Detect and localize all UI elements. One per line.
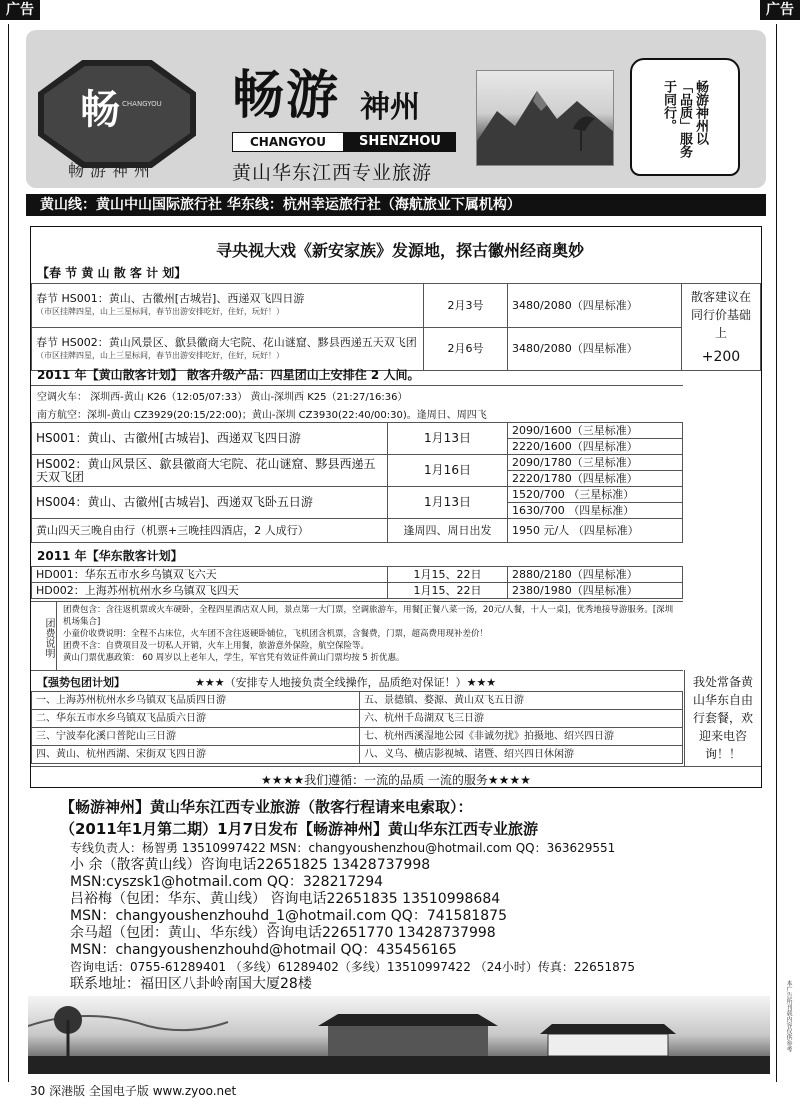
- page-footer: 30 深港版 全国电子版 www.zyoo.net: [30, 1084, 237, 1098]
- village-illustration: [28, 996, 770, 1074]
- route-cell: HS002：黄山风景区、歙县徽商大宅院、花山谜窟、黟县西递五天双飞团: [32, 455, 388, 487]
- table-row: [32, 746, 683, 764]
- spring-side-note: [682, 284, 761, 371]
- fee-line: 团费包含：含往返机票或火车硬卧，全程四星酒店双人间，景点第一大门票，空调旅游车，用餐[正餐八菜一汤，20元/人餐，十人一桌]，优秀地接导游服务。[深圳机场集合]: [63, 605, 674, 627]
- footer-line-2: （2011年1月第二期）1月7日发布【畅游神州】黄山华东江西专业旅游: [60, 820, 539, 838]
- package-side-note: 我处常备黄山华东自由行套餐，欢迎来电咨询！！: [684, 670, 761, 766]
- logo-mini-text: CHANGYOU: [122, 100, 162, 108]
- table-row: [32, 519, 683, 543]
- package-item: 二、华东五市水乡乌镇双飞品质六日游: [32, 710, 360, 728]
- table-row: [32, 284, 761, 328]
- contact-line: 咨询电话：0755-61289401 （多线）61289402（多线）13510997422 （24小时）传真：22651875: [70, 960, 635, 974]
- route-name: 春节 HS002：黄山风景区、歙县徽商大宅院、花山谜窟、黟县西递五天双飞团: [36, 335, 417, 349]
- contact-line: 联系地址：福田区八卦岭南国大厦28楼: [70, 976, 312, 992]
- table-row: [32, 423, 683, 439]
- date-cell: 2月6号: [424, 327, 508, 371]
- train-text: 深圳西-黄山 K26（12:05/07:33） 黄山-深圳西 K25（21:27/16:36）: [90, 392, 408, 403]
- package-section: [31, 673, 683, 764]
- route-note: （市区挂牌四星，山上三星标间，春节出游安排吃好，住好，玩好！）: [36, 350, 284, 360]
- contact-list: [70, 840, 760, 993]
- ad-tag-right: 广告: [760, 0, 800, 20]
- route-cell: HD001：华东五市水乡乌镇双飞六天: [32, 567, 388, 583]
- contact-line: MSN：changyoushenzhouhd@hotmail QQ：435456165: [70, 942, 457, 958]
- headline: 寻央视大戏《新安家族》发源地，探古徽州经商奥妙: [215, 241, 584, 260]
- group-fee-text: [63, 604, 679, 664]
- routes-bar: 黄山线：黄山中山国际旅行社 华东线：杭州幸运旅行社（海航旅业下属机构）: [26, 194, 766, 216]
- spring-section: [31, 262, 761, 371]
- vertical-note: 本广告所刊载内容仅供参考: [785, 980, 792, 1052]
- date-cell: 1月13日: [388, 487, 508, 519]
- brand-en-left: CHANGYOU: [232, 132, 344, 152]
- plan2011-title: 2011 年【黄山散客计划】 散客升级产品：四星团山上安排住 2 人间。: [37, 368, 420, 382]
- price-cell: 3480/2080（四星标准）: [508, 284, 682, 328]
- mountain-photo: [476, 70, 614, 166]
- motto: ★★★★我们遵循：一流的品质 一流的服务★★★★: [31, 766, 761, 788]
- date-cell: 1月15、22日: [388, 567, 508, 583]
- logo-glyph: 畅: [80, 86, 120, 133]
- spring-title: 【春 节 黄 山 散 客 计 划】: [37, 266, 187, 280]
- contact-line: MSN：changyoushenzhouhd_1@hotmail.com QQ：741581875: [70, 908, 507, 924]
- route-cell: HS001：黄山、古徽州[古城岩]、西递双飞四日游: [32, 423, 388, 455]
- mountain-illustration: [477, 71, 614, 166]
- group-fee-info: [31, 601, 683, 671]
- fee-line: 小童价收费说明：全程不占床位，火车团不含往返硬卧铺位，飞机团含机票，含餐费，门票，超高费用现补差价！: [63, 629, 489, 639]
- table-row: [32, 728, 683, 746]
- package-item: 一、上海苏州杭州水乡乌镇双飞品质四日游: [32, 692, 360, 710]
- contact-line: 小 余（散客黄山线）咨询电话22651825 13428737998: [70, 857, 431, 873]
- contact-line: 吕裕梅（包团：华东、黄山线） 咨询电话22651835 13510998684: [70, 891, 501, 907]
- ad-tag-left: 广告: [0, 0, 40, 20]
- brand-en-right: SHENZHOU: [344, 132, 456, 152]
- price-cell: 2220/1780（四星标准）: [508, 471, 683, 487]
- table-row: [32, 487, 683, 503]
- huangshan-2011-section: [31, 364, 683, 543]
- contact-line: MSN:cyszsk1@hotmail.com QQ：328217294: [70, 874, 384, 890]
- package-table: [31, 691, 683, 764]
- price-cell: 1630/700 （四星标准）: [508, 503, 683, 519]
- date-cell: 1月15、22日: [388, 583, 508, 599]
- side-note-text: 散客建议在同行价基础上: [690, 290, 751, 340]
- price-cell: 2090/1780（三星标准）: [508, 455, 683, 471]
- left-rule: [8, 24, 9, 1082]
- date-cell: 1月13日: [388, 423, 508, 455]
- contact-line: 余马超（包团：黄山、华东线）咨询电话22651770 13428737998: [70, 925, 496, 941]
- package-title: [31, 673, 683, 691]
- contact-line: 专线负责人：杨智勇 13510997422 MSN：changyoushenzhou@hotmail.com QQ：363629551: [70, 841, 616, 855]
- fee-line: 团费不含：自费项目及一切私人开销，火车上用餐，旅游意外保险，航空保险等。: [63, 641, 370, 651]
- route-cell: 黄山四天三晚自由行（机票+三晚挂四酒店，2 人成行）: [32, 519, 388, 543]
- route-cell: HD002：上海苏州杭州水乡乌镇双飞四天: [32, 583, 388, 599]
- train-label: 空调火车：: [37, 392, 87, 403]
- price-cell: 2380/1980（四星标准）: [508, 583, 683, 599]
- date-cell: 1月16日: [388, 455, 508, 487]
- package-item: 七、杭州西溪湿地公园《非诚勿扰》拍摄地、绍兴四日游: [360, 728, 683, 746]
- flight-info: 南方航空：深圳-黄山 CZ3929(20:15/22:00)；黄山-深圳 CZ3930(22:40/00:30)。逢周日、周四飞: [37, 410, 487, 421]
- package-item: 五、景德镇、婺源、黄山双飞五日游: [360, 692, 683, 710]
- table-row: [32, 583, 683, 599]
- logo-caption: 畅游神州: [68, 161, 157, 180]
- brand-tagline: 黄山华东江西专业旅游: [232, 162, 433, 184]
- brand-subtitle: 神州: [360, 90, 420, 125]
- package-item: 六、杭州千岛湖双飞三日游: [360, 710, 683, 728]
- route-cell: [32, 284, 424, 328]
- hs-table: [31, 422, 683, 543]
- footer-line-1: 【畅游神州】黄山华东江西专业旅游（散客行程请来电索取）：: [60, 798, 473, 816]
- village-scenery: [28, 996, 770, 1074]
- route-name: 春节 HS001：黄山、古徽州[古城岩]、西递双飞四日游: [36, 292, 305, 306]
- route-cell: HS004：黄山、古徽州[古城岩]、西递双飞卧五日游: [32, 487, 388, 519]
- table-row: [32, 567, 683, 583]
- date-cell: 2月3号: [424, 284, 508, 328]
- price-cell: 2090/1600（三星标准）: [508, 423, 683, 439]
- brand-title: 畅游: [232, 65, 341, 126]
- right-rule: [776, 24, 777, 1082]
- package-item: 四、黄山、杭州西湖、宋街双飞四日游: [32, 746, 360, 764]
- package-item: 八、义乌、横店影视城、诸暨、绍兴四日休闲游: [360, 746, 683, 764]
- price-cell: 1950 元/人 （四星标准）: [508, 519, 683, 543]
- train-info: [31, 385, 683, 405]
- package-item: 三、宁波奉化溪口普陀山三日游: [32, 728, 360, 746]
- spring-table: [31, 283, 761, 371]
- table-row: [32, 710, 683, 728]
- package-title-left: 【强势包团计划】: [37, 676, 125, 689]
- price-cell: 2880/2180（四星标准）: [508, 567, 683, 583]
- price-cell: 1520/700 （三星标准）: [508, 487, 683, 503]
- price-cell: 3480/2080（四星标准）: [508, 327, 682, 371]
- east-section: [31, 545, 683, 599]
- slogan-text: 畅游神州以「品质」服务于同行。: [661, 80, 708, 158]
- table-row: [32, 455, 683, 471]
- side-note-plus: +200: [701, 349, 741, 365]
- east-table: [31, 566, 683, 599]
- date-cell: 逢周四、周日出发: [388, 519, 508, 543]
- table-row: [32, 692, 683, 710]
- route-note: （市区挂牌四星，山上三星标间，春节出游安排吃好，住好，玩好！）: [36, 307, 284, 317]
- package-title-right: ★★★（安排专人地接负责全线操作，品质绝对保证！）★★★: [195, 676, 497, 689]
- price-cell: 2220/1600（四星标准）: [508, 439, 683, 455]
- fee-line: 黄山门票优惠政策： 60 周岁以上老年人，学生，军官凭有效证件黄山门票均按 5 折优惠。: [63, 653, 405, 663]
- group-fee-label: 团费说明: [31, 602, 57, 670]
- east-title: 2011 年【华东散客计划】: [37, 549, 183, 563]
